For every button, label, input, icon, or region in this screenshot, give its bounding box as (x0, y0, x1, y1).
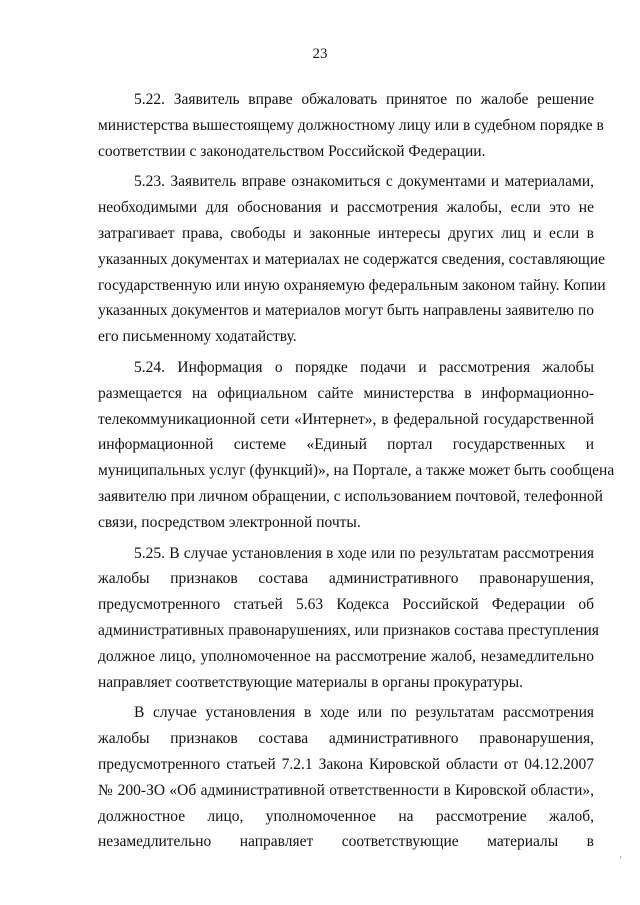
text-line: предусмотренного статьей 7.2.1 Закона Кировской области от 04.12.2007 (98, 755, 594, 773)
paragraph-kirov-law (98, 700, 594, 855)
text-line: административных правонарушениях, или признаков состава преступления (98, 621, 599, 639)
text-line: муниципальных услуг (функций)», на Портале, а также может быть сообщена (98, 462, 615, 480)
text-line: 5.25. В случае установления в ходе или по результатам рассмотрения (134, 544, 594, 562)
text-line: должностное лицо, уполномоченное на рассмотрение жалоб, (98, 807, 594, 825)
text-line: размещается на официальном сайте министерства в информационно- (98, 384, 594, 402)
paragraph-5-24 (98, 355, 615, 536)
text-line: необходимыми для обоснования и рассмотрения жалобы, если это не (98, 199, 594, 217)
text-line: заявителю при личном обращении, с использованием почтовой, телефонной (98, 487, 603, 505)
paragraph-5-23 (98, 169, 606, 350)
text-line: телекоммуникационной сети «Интернет», в федеральной государственной (98, 410, 594, 428)
text-line: 5.24. Информация о порядке подачи и рассмотрения жалобы (134, 358, 594, 376)
text-line: 5.23. Заявитель вправе ознакомиться с документами и материалами, (134, 173, 594, 191)
text-line: связи, посредством электронной почты. (98, 513, 361, 531)
text-line: № 200-ЗО «Об административной ответственности в Кировской области», (98, 781, 594, 799)
text-line: соответствии с законодательством Российской Федерации. (98, 142, 486, 160)
paragraph-5-22 (98, 87, 604, 164)
text-line: государственную или иную охраняемую федеральным законом тайну. Копии (98, 276, 606, 294)
text-line: жалобы признаков состава административного правонарушения, (98, 570, 594, 588)
text-line: указанных документов и материалов могут быть направлены заявителю по (98, 302, 594, 320)
text-line: его письменному ходатайству. (98, 328, 297, 346)
paragraph-5-25 (98, 541, 599, 696)
text-line: затрагивает права, свободы и законные интересы других лиц и если в (98, 224, 594, 242)
text-line: министерства вышестоящему должностному лицу или в судебном порядке в (98, 116, 604, 134)
text-line: направляет соответствующие материалы в органы прокуратуры. (98, 673, 524, 691)
text-line: указанных документах и материалах не содержатся сведения, составляющие (98, 250, 606, 268)
text-line: В случае установления в ходе или по результатам рассмотрения (134, 704, 594, 722)
text-line: жалобы признаков состава административного правонарушения, (98, 730, 594, 748)
text-line: информационной системе «Единый портал государственных и (98, 436, 594, 454)
document-body (98, 87, 615, 860)
text-line: должное лицо, уполномоченное на рассмотрение жалоб, незамедлительно (98, 647, 594, 665)
text-line: предусмотренного статьей 5.63 Кодекса Российской Федерации об (98, 596, 594, 614)
scan-speck: ' (620, 855, 622, 865)
text-line: 5.22. Заявитель вправе обжаловать принятое по жалобе решение (134, 91, 594, 108)
text-line: незамедлительно направляет соответствующие материалы в (98, 833, 594, 851)
page-number: 23 (312, 46, 328, 62)
